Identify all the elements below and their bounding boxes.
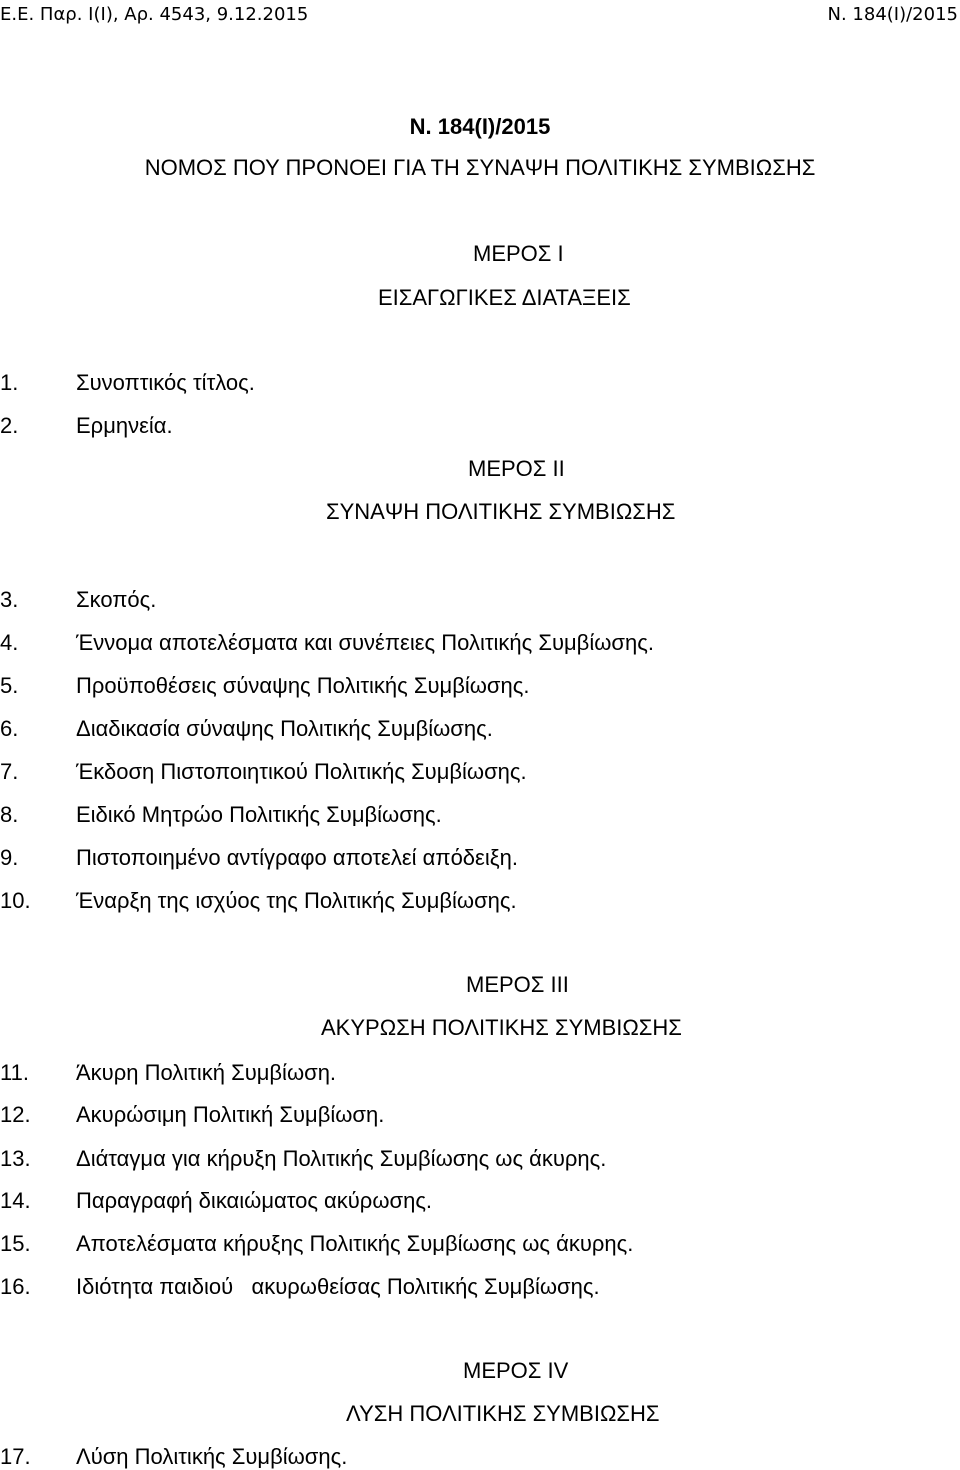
law-name-title: ΝΟΜΟΣ ΠΟΥ ΠΡΟΝΟΕΙ ΓΙΑ ΤΗ ΣΥΝΑΨΗ ΠΟΛΙΤΙΚΗΣ ΣΥΜΒΙΩΣΗΣ (144, 155, 816, 180)
section-number: 11. (0, 1060, 29, 1085)
section-number: 8. (0, 802, 19, 827)
section-number: 6. (0, 716, 19, 741)
part-3-heading: ΑΚΥΡΩΣΗ ΠΟΛΙΤΙΚΗΣ ΣΥΜΒΙΩΣΗΣ (321, 1015, 682, 1040)
section-number: 17. (0, 1444, 31, 1469)
section-title: Συνοπτικός τίτλος. (76, 370, 255, 395)
part-2-label: ΜΕΡΟΣ ΙΙ (468, 456, 565, 481)
section-number: 14. (0, 1188, 31, 1213)
section-number: 7. (0, 759, 19, 784)
section-number: 1. (0, 370, 19, 395)
section-title: Διάταγμα για κήρυξη Πολιτικής Συμβίωσης ως άκυρης. (76, 1146, 607, 1171)
part-2-heading: ΣΥΝΑΨΗ ΠΟΛΙΤΙΚΗΣ ΣΥΜΒΙΩΣΗΣ (326, 499, 676, 524)
part-1-heading: ΕΙΣΑΓΩΓΙΚΕΣ ΔΙΑΤΑΞΕΙΣ (378, 285, 631, 310)
section-number: 5. (0, 673, 19, 698)
section-number: 16. (0, 1274, 31, 1299)
header-gazette-reference: Ε.Ε. Παρ. Ι(Ι), Αρ. 4543, 9.12.2015 (0, 4, 309, 25)
part-3-label: ΜΕΡΟΣ ΙΙΙ (466, 972, 569, 997)
header-law-number: Ν. 184(Ι)/2015 (827, 4, 958, 25)
section-number: 13. (0, 1146, 31, 1171)
section-title: Ειδικό Μητρώο Πολιτικής Συμβίωσης. (76, 802, 442, 827)
part-1-label: ΜΕΡΟΣ Ι (473, 241, 564, 266)
section-title: Άκυρη Πολιτική Συμβίωση. (76, 1060, 337, 1085)
section-number: 15. (0, 1231, 31, 1256)
section-title: Ιδιότητα παιδιού ακυρωθείσας Πολιτικής Συμβίωσης. (76, 1274, 600, 1299)
section-title: Σκοπός. (76, 587, 157, 612)
section-number: 4. (0, 630, 19, 655)
part-4-label: ΜΕΡΟΣ IV (463, 1358, 569, 1383)
section-title: Ερμηνεία. (76, 413, 173, 438)
section-title: Έννομα αποτελέσματα και συνέπειες Πολιτικής Συμβίωσης. (76, 630, 654, 655)
section-number: 3. (0, 587, 19, 612)
section-title: Έκδοση Πιστοποιητικού Πολιτικής Συμβίωσης. (76, 759, 527, 784)
section-title: Προϋποθέσεις σύναψης Πολιτικής Συμβίωσης. (76, 673, 530, 698)
section-title: Λύση Πολιτικής Συμβίωσης. (76, 1444, 348, 1469)
section-number: 10. (0, 888, 31, 913)
section-title: Παραγραφή δικαιώματος ακύρωσης. (76, 1188, 433, 1213)
section-title: Διαδικασία σύναψης Πολιτικής Συμβίωσης. (76, 716, 493, 741)
section-number: 12. (0, 1102, 31, 1127)
section-title: Αποτελέσματα κήρυξης Πολιτικής Συμβίωσης ως άκυρης. (76, 1231, 634, 1256)
section-number: 9. (0, 845, 19, 870)
part-4-heading: ΛΥΣΗ ΠΟΛΙΤΙΚΗΣ ΣΥΜΒΙΩΣΗΣ (346, 1401, 660, 1426)
section-number: 2. (0, 413, 19, 438)
law-number-title: Ν. 184(Ι)/2015 (409, 114, 551, 139)
section-title: Πιστοποιημένο αντίγραφο αποτελεί απόδειξη. (76, 845, 518, 870)
section-title: Έναρξη της ισχύος της Πολιτικής Συμβίωσης. (76, 888, 517, 913)
section-title: Ακυρώσιμη Πολιτική Συμβίωση. (76, 1102, 385, 1127)
